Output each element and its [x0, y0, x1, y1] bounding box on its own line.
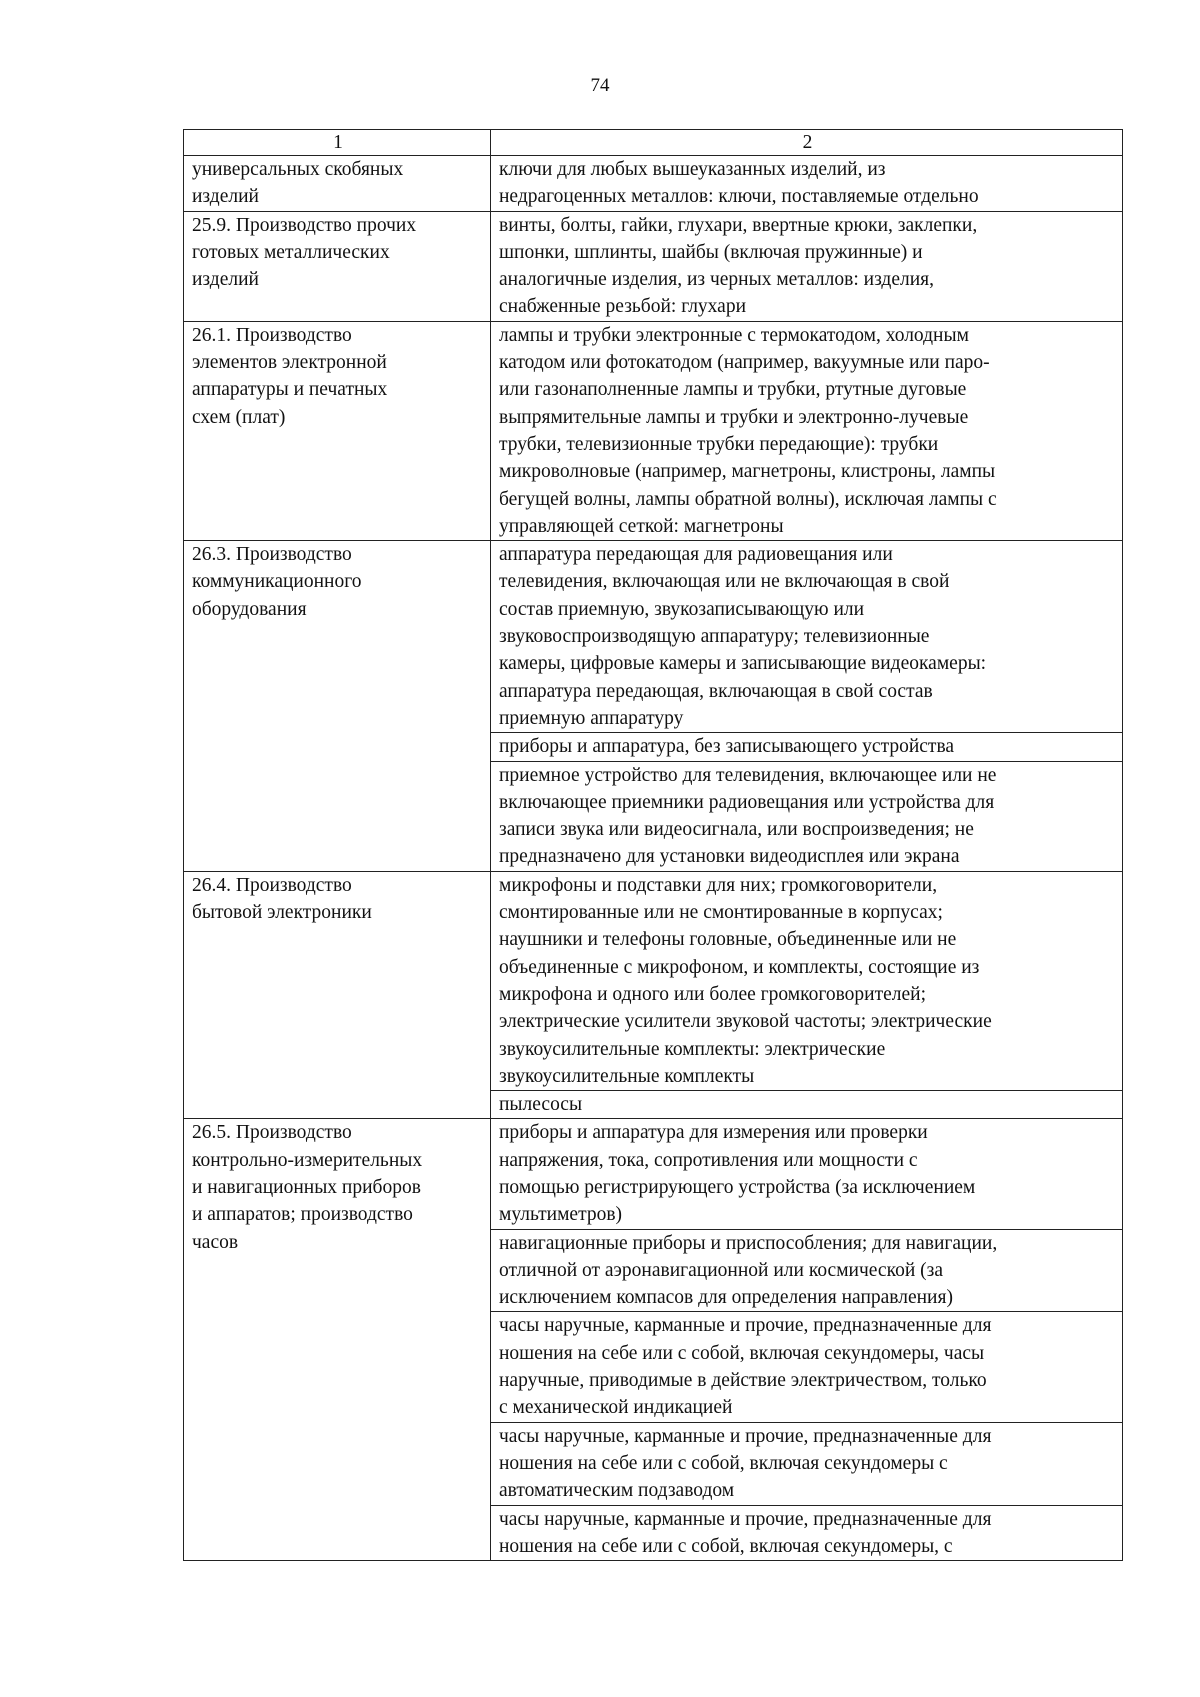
- product-cell: часы наручные, карманные и прочие, предназначенные для ношения на себе или с собой, включая секундомеры, с: [491, 1505, 1123, 1561]
- product-cell: винты, болты, гайки, глухари, ввертные крюки, заклепки, шпонки, шплинты, шайбы (включая пружинные) и аналогичные изделия, из черных металлов: изделия, снабженные резьбой: глухари: [491, 211, 1123, 321]
- table-row: [184, 156, 1123, 212]
- activity-cell: 25.9. Производство прочих готовых металлических изделий: [184, 211, 491, 321]
- table-row: [184, 871, 1123, 1090]
- activity-cell: 26.5. Производство контрольно-измерительных и навигационных приборов и аппаратов; производство часов: [184, 1119, 491, 1561]
- activity-cell: 26.1. Производство элементов электронной аппаратуры и печатных схем (плат): [184, 321, 491, 540]
- product-cell: навигационные приборы и приспособления; для навигации, отличной от аэронавигационной или космической (за исключением компасов для определения направления): [491, 1229, 1123, 1312]
- product-cell: приемное устройство для телевидения, включающее или не включающее приемники радиовещания или устройства для записи звука или видеосигнала, или воспроизведения; не предназначено для установки видеодисплея или экрана: [491, 761, 1123, 871]
- page-number: 74: [590, 75, 610, 96]
- product-cell: пылесосы: [491, 1091, 1123, 1119]
- table-row: [184, 321, 1123, 540]
- product-cell: часы наручные, карманные и прочие, предназначенные для ношения на себе или с собой, включая секундомеры с автоматическим подзаводом: [491, 1422, 1123, 1505]
- table-row: [184, 541, 1123, 733]
- product-cell: лампы и трубки электронные с термокатодом, холодным катодом или фотокатодом (например, вакуумные или паро- или газонаполненные лампы и трубки, ртутные дуговые выпрямительные лампы и трубки и электронно-лучевые трубки, телевизионные трубки передающие): трубки микроволновые (например, магнетроны, клистроны, лампы бегущей волны, лампы обратной волны), исключая лампы с управляющей сеткой: магнетроны: [491, 321, 1123, 540]
- table-row: [184, 211, 1123, 321]
- product-cell: приборы и аппаратура, без записывающего устройства: [491, 733, 1123, 761]
- activity-cell: универсальных скобяных изделий: [184, 156, 491, 212]
- table-row: [184, 1119, 1123, 1229]
- product-cell: микрофоны и подставки для них; громкоговорители, смонтированные или не смонтированные в корпусах; наушники и телефоны головные, объединенные или не объединенные с микрофоном, и комплекты, состоящие из микрофона и одного или более громкоговорителей; электрические усилители звуковой частоты; электрические звукоусилительные комплекты: электрические звукоусилительные комплекты: [491, 871, 1123, 1090]
- product-cell: часы наручные, карманные и прочие, предназначенные для ношения на себе или с собой, включая секундомеры, часы наручные, приводимые в действие электричеством, только с механической индикацией: [491, 1312, 1123, 1422]
- activity-cell: 26.3. Производство коммуникационного оборудования: [184, 541, 491, 872]
- column-header-2: 2: [491, 130, 1123, 156]
- product-cell: ключи для любых вышеуказанных изделий, из недрагоценных металлов: ключи, поставляемые отдельно: [491, 156, 1123, 212]
- table-header-row: [184, 130, 1123, 156]
- product-cell: приборы и аппаратура для измерения или проверки напряжения, тока, сопротивления или мощности с помощью регистрирующего устройства (за исключением мультиметров): [491, 1119, 1123, 1229]
- codes-table: [183, 129, 1123, 1561]
- product-cell: аппаратура передающая для радиовещания или телевидения, включающая или не включающая в свой состав приемную, звукозаписывающую или звуковоспроизводящую аппаратуру; телевизионные камеры, цифровые камеры и записывающие видеокамеры: аппаратура передающая, включающая в свой состав приемную аппаратуру: [491, 541, 1123, 733]
- activity-cell: 26.4. Производство бытовой электроники: [184, 871, 491, 1119]
- column-header-1: 1: [184, 130, 491, 156]
